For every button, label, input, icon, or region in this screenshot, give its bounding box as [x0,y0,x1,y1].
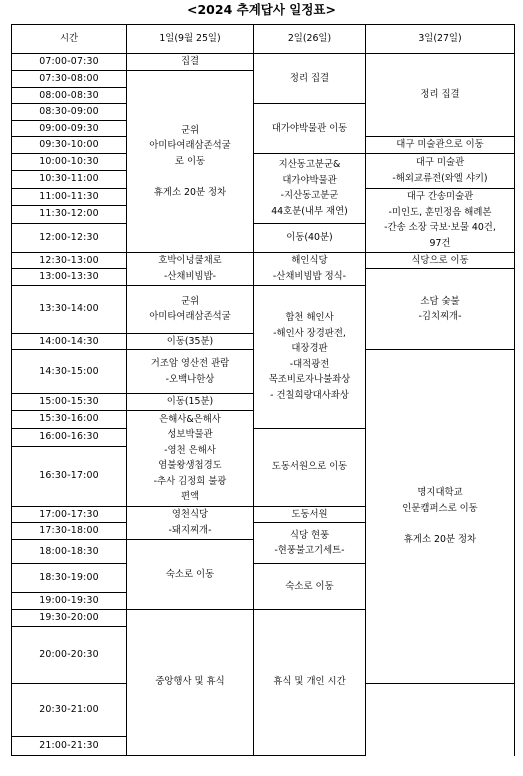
day2-gathering: 정리 집결 [254,54,366,104]
header-day1: 1일(9월 25일) [127,25,254,54]
header-row [12,25,515,54]
time-cell: 19:00-19:30 [12,593,127,610]
time-cell: 15:00-15:30 [12,394,127,411]
table-row [12,54,515,71]
day1-eunhaesa: 은해사&은해사 성보박물관 -영천 은해사 염불왕생첩경도 -추사 김정희 불광 편액 [127,410,254,506]
time-cell: 18:30-19:00 [12,564,127,593]
day1-dinner: 영천식당 -돼지찌개- [127,506,254,540]
time-cell: 14:00-14:30 [12,333,127,350]
day2-move-to-dodong: 도동서원으로 이동 [254,428,366,506]
day3-lunch: 소담 숯불 -김치찌개- [366,269,515,350]
day1-move-to-grotto: 군위 아미타여래삼존석굴 로 이동 휴게소 20분 정차 [127,71,254,253]
time-cell: 11:30-12:00 [12,205,127,223]
table-row [12,154,515,171]
time-cell: 11:00-11:30 [12,188,127,205]
page-title: <2024 추계답사 일정표> [187,2,336,17]
header-day3: 3일(27일) [366,25,515,54]
day3-kansong-art-museum: 대구 간송미술관 -미인도, 훈민정음 해례본 -간송 소장 국보·보물 40건, 97건 [366,188,515,252]
header-day2: 2일(26일) [254,25,366,54]
day2-move-40min: 이동(40분) [254,223,366,252]
day1-lunch: 호박이넝쿨채로 -산채비빔밥- [127,252,254,285]
day1-evening-event: 중앙행사 및 휴식 [127,609,254,755]
day2-move-to-lodging: 숙소로 이동 [254,564,366,610]
header-time: 시간 [12,25,127,54]
time-cell: 09:00-09:30 [12,120,127,137]
day2-lunch: 해인식당 -산채비빔밥 정식- [254,252,366,285]
day3-move-to-restaurant: 식당으로 이동 [366,252,515,269]
time-cell: 07:00-07:30 [12,54,127,71]
schedule-table [11,24,515,756]
time-cell: 12:30-13:00 [12,252,127,269]
day1-gathering: 집결 [127,54,254,71]
time-cell: 18:00-18:30 [12,540,127,564]
time-cell: 08:00-08:30 [12,87,127,104]
time-cell: 21:00-21:30 [12,736,127,755]
time-cell: 17:00-17:30 [12,506,127,523]
time-cell: 16:00-16:30 [12,428,127,446]
day1-move-35min: 이동(35분) [127,333,254,350]
day2-dodong-seowon: 도동서원 [254,506,366,523]
time-cell: 13:00-13:30 [12,269,127,286]
day3-daegu-art-museum: 대구 미술관 -해외교류전(와엘 샤키) [366,154,515,189]
time-cell: 10:00-10:30 [12,154,127,171]
time-cell: 17:30-18:00 [12,523,127,540]
day3-move-to-campus: 명지대학교 인문캠퍼스로 이동 휴게소 20분 정차 [366,350,515,684]
day1-move-to-lodging: 숙소로 이동 [127,540,254,610]
day3-move-to-art-museum: 대구 미술관으로 이동 [366,137,515,154]
day1-geojoam: 거조암 영산전 관람 -오백나한상 [127,350,254,394]
table-row [12,252,515,269]
time-cell: 09:30-10:00 [12,137,127,154]
time-cell: 08:30-09:00 [12,104,127,121]
time-cell: 15:30-16:00 [12,410,127,428]
day2-dinner: 식당 현풍 -현풍불고기세트- [254,523,366,564]
time-cell: 19:30-20:00 [12,609,127,626]
day1-grotto-visit: 군위 아미타여래삼존석굴 [127,285,254,333]
time-cell: 20:30-21:00 [12,683,127,736]
time-cell: 14:30-15:00 [12,350,127,394]
day2-haeinsa: 합천 해인사 -해인사 장경판전, 대장경판 -대적광전 목조비로자나불좌상 - 건칠희랑대사좌상 [254,285,366,428]
day3-gathering: 정리 집결 [366,54,515,137]
time-cell: 10:30-11:00 [12,170,127,188]
day2-tumuli-museum: 지산동고분군& 대가야박물관 -지산동고분군 44호분(내부 재연) [254,154,366,224]
time-cell: 13:30-14:00 [12,285,127,333]
day2-rest: 휴식 및 개인 시간 [254,609,366,755]
time-cell: 12:00-12:30 [12,223,127,252]
day2-move-to-museum: 대가야박물관 이동 [254,104,366,154]
time-cell: 07:30-08:00 [12,71,127,88]
time-cell: 20:00-20:30 [12,626,127,683]
day1-move-15min: 이동(15분) [127,394,254,411]
time-cell: 16:30-17:00 [12,446,127,506]
